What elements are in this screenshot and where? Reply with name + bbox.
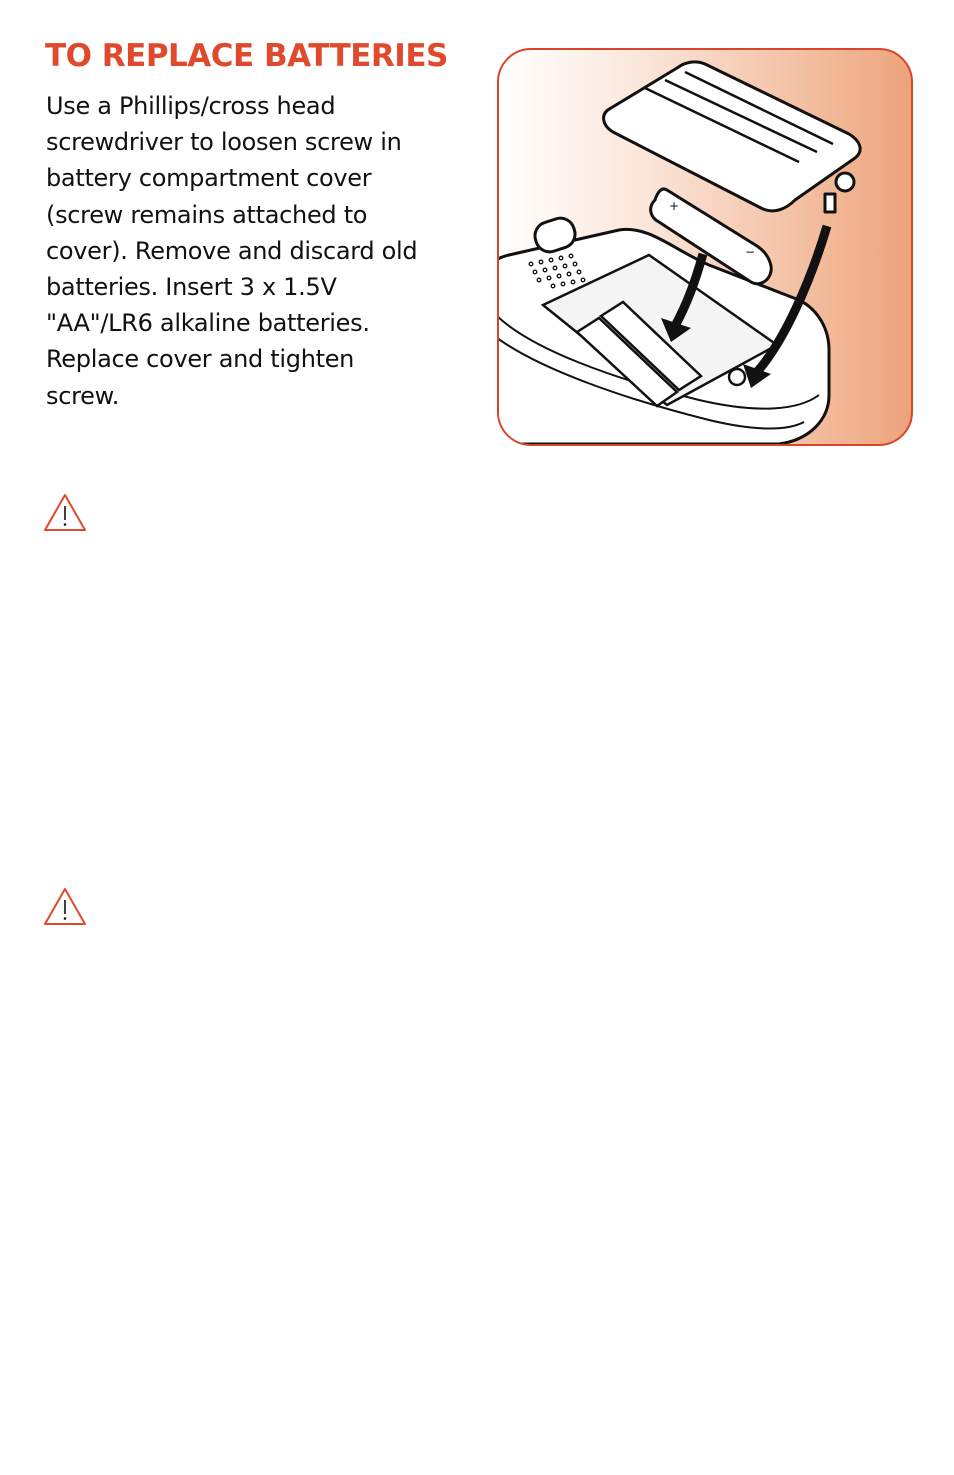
instruction-line: screwdriver to loosen screw in <box>46 128 402 157</box>
instruction-line: (screw remains attached to <box>46 200 368 229</box>
instructions-paragraph <box>46 88 466 414</box>
instruction-line: battery compartment cover <box>46 164 372 193</box>
instruction-line: "AA"/LR6 alkaline batteries. <box>46 309 370 338</box>
instruction-line: batteries. Insert 3 x 1.5V <box>46 273 337 302</box>
instruction-line: cover). Remove and discard old <box>46 236 418 265</box>
warning-triangle-icon <box>43 493 87 533</box>
battery-plus-label: + <box>669 199 680 213</box>
instruction-line: Replace cover and tighten <box>46 345 355 374</box>
battery-minus-label: − <box>745 245 756 259</box>
battery-replacement-illustration <box>497 48 913 446</box>
section-heading: TO REPLACE BATTERIES <box>45 38 448 74</box>
battery-cover <box>604 62 861 212</box>
instruction-line: screw. <box>46 381 120 410</box>
instruction-line: Use a Phillips/cross head <box>46 92 336 120</box>
battery-diagram <box>499 50 911 444</box>
warning-triangle-icon <box>43 887 87 927</box>
